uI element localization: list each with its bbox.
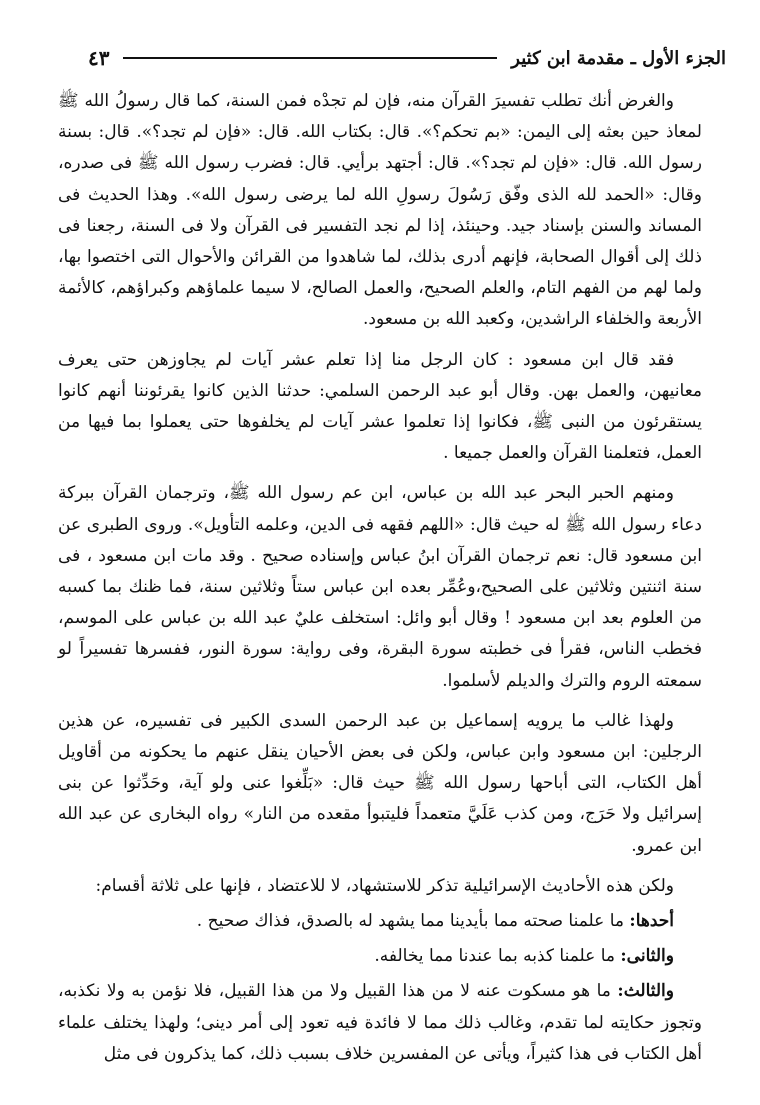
- paragraph: [58, 706, 702, 862]
- category-text: ما هو مسكوت عنه لا من هذا القبيل ولا من هذا القبيل، فلا نؤمن به ولا نكذبه، وتجوز حكايته لما تقدم، وغالب ذلك مما لا فائدة فيه تعود إلى أمر دينى؛ ولهذا يختلف علماء أهل الكتاب فى هذا كثيراً، ويأتى عن المفسرين خلاف بسبب ذلك، كما يذكرون فى مثل: [58, 981, 702, 1064]
- header-rule: [123, 57, 497, 59]
- category-item-second: [58, 941, 702, 972]
- running-title: الجزء الأول ـ مقدمة ابن كثير: [511, 47, 726, 69]
- category-lead: والثانى:: [620, 946, 674, 967]
- category-text: ما علمنا صحته مما بأيدينا مما يشهد له بالصدق، فذاك صحيح .: [196, 911, 630, 932]
- category-item-first: [58, 906, 702, 937]
- category-lead: أحدها:: [629, 911, 674, 932]
- paragraph-text: فقد قال ابن مسعود : كان الرجل منا إذا تعلم عشر آيات لم يجاوزهن حتى يعرف معانيهن، والعمل بهن. وقال أبو عبد الرحمن السلمي: حدثنا الذين كانوا يقرئوننا أنهم كانوا يستقرئون من النبى ﷺ، فكانوا إذا تعلموا عشر آيات لم يخلفوها حتى يعملوا بما فيها من العمل، فتعلمنا القرآن والعمل جميعا .: [58, 349, 702, 464]
- category-text: ما علمنا كذبه بما عندنا مما يخالفه.: [374, 946, 621, 967]
- paragraph: [58, 478, 702, 696]
- page-number: ٤٣: [88, 46, 110, 70]
- category-item-third: [58, 976, 702, 1070]
- paragraph-text: والغرض أنك تطلب تفسيرَ القرآن منه، فإن لم تجدْه فمن السنة، كما قال رسولُ الله ﷺ لمعاذ حين بعثه إلى اليمن: «بم تحكم؟». قال: بكتاب الله. قال: «فإن لم تجد؟». قال: بسنة رسول الله. قال: «فإن لم تجد؟». قال: أجتهد برأيي. قال: فضرب رسول الله ﷺ فى صدره، وقال: «الحمد لله الذى وفّق رَسُولَ رسولِ الله لما يرضى رسول الله». وهذا الحديث فى المساند والسنن بإسناد جيد. وحينئذ، إذا لم نجد التفسير فى القرآن ولا فى السنة، رجعنا فى ذلك إلى أقوال الصحابة، فإنهم أدرى بذلك، لما شاهدوا من القرائن والأحوال التى اختصوا بها، ولما لهم من الفهم التام، والعلم الصحيح، والعمل الصالح، لا سيما علماؤهم وكبراؤهم، كالأئمة الأربعة والخلفاء الراشدين، وكعبد الله بن مسعود.: [58, 91, 702, 330]
- paragraph-text: ومنهم الحبر البحر عبد الله بن عباس، ابن عم رسول الله ﷺ، وترجمان القرآن ببركة دعاء رسول الله ﷺ له حيث قال: «اللهم فقهه فى الدين، وعلمه التأويل». وروى الطبرى عن ابن مسعود قال: نعم ترجمان القرآن ابنُ عباس وإسناده صحيح . وقد مات ابن مسعود ، فى سنة اثنتين وثلاثين على الصحيح،وعُمِّر بعده ابن عباس ستاً وثلاثين سنة، فما ظنك بما كسبه من العلوم بعد ابن مسعود ! وقال أبو وائل: استخلف عليٌ عبد الله بن عباس على الموسم، فخطب الناس، فقرأ فى خطبته سورة البقرة، وفى رواية: سورة النور، ففسرها تفسيراً لو سمعته الروم والترك والديلم لأسلموا.: [58, 483, 702, 691]
- paragraph: [58, 345, 702, 470]
- paragraph: [58, 86, 702, 336]
- body-text: [58, 86, 702, 1079]
- paragraph: [58, 871, 702, 902]
- category-lead: والثالث:: [617, 981, 674, 1002]
- paragraph-text: ولهذا غالب ما يرويه إسماعيل بن عبد الرحمن السدى الكبير فى تفسيره، عن هذين الرجلين: ابن مسعود وابن عباس، ولكن فى بعض الأحيان ينقل عنهم ما يحكونه من أقاويل أهل الكتاب، التى أباحها رسول الله ﷺ حيث قال: «بَلِّغوا عنى ولو آية، وحَدِّثوا عن بنى إسرائيل ولا حَرَج، ومن كذب عَلَيَّ متعمداً فليتبوأ مقعده من النار» رواه البخارى عن عبد الله ابن عمرو.: [58, 710, 703, 856]
- page-header: [88, 40, 726, 76]
- paragraph-text: ولكن هذه الأحاديث الإسرائيلية تذكر للاستشهاد، لا للاعتضاد ، فإنها على ثلاثة أقسام:: [95, 875, 674, 896]
